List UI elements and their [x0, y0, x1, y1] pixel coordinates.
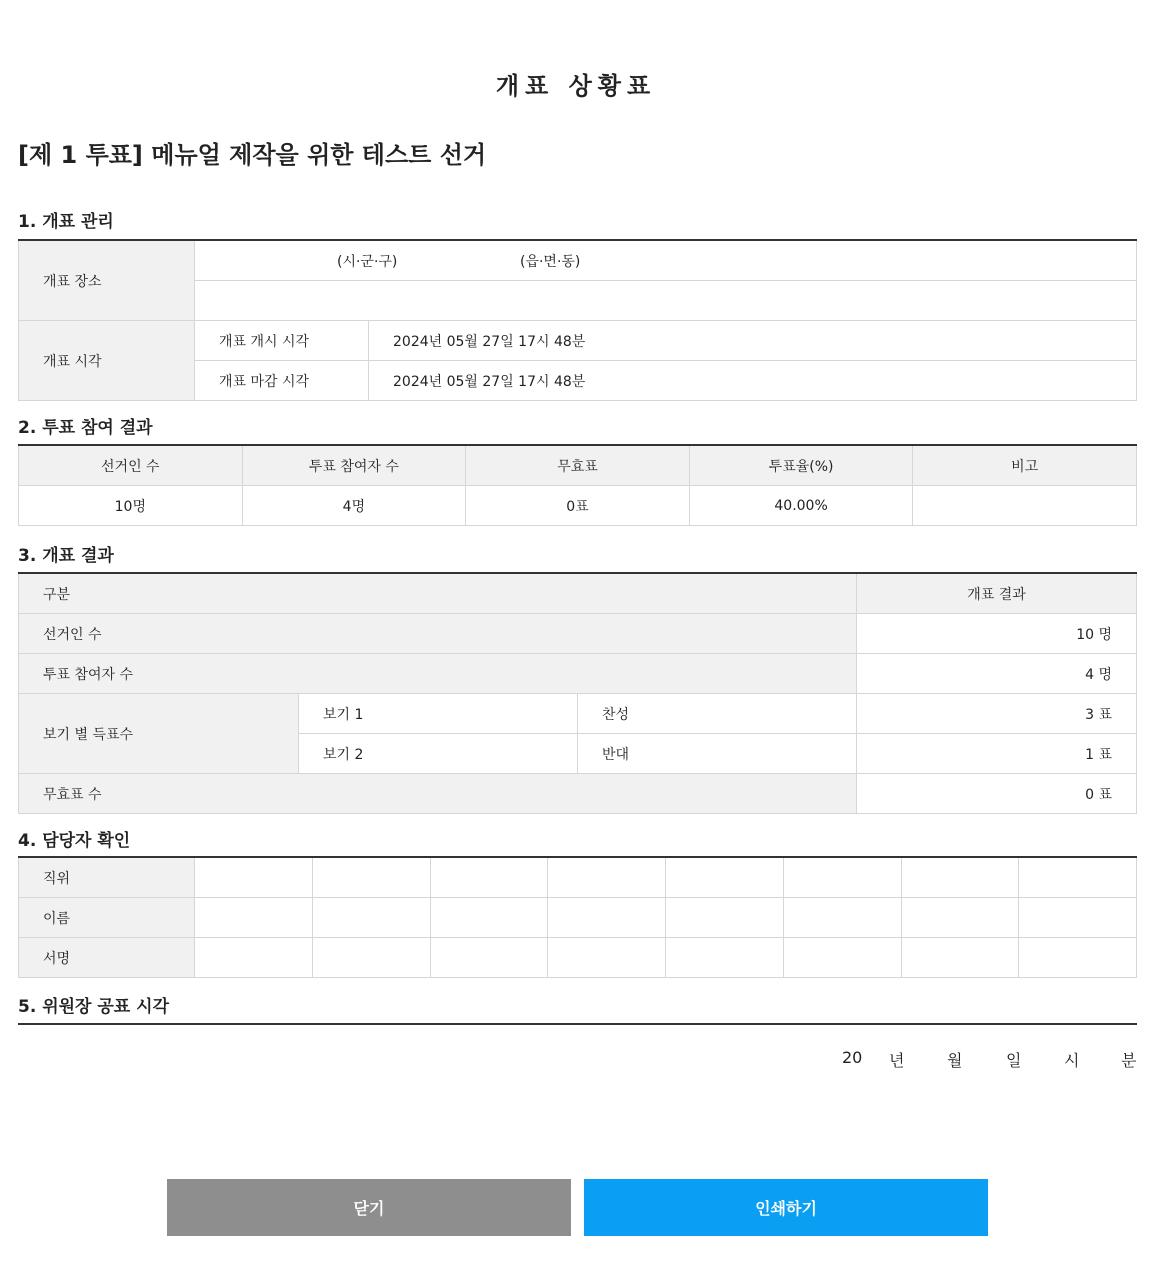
end-time-label: 개표 마감 시각	[195, 361, 369, 401]
results-voters-value: 10 명	[857, 614, 1137, 654]
management-table	[18, 239, 1137, 401]
confirm-cell	[548, 898, 666, 938]
results-table	[18, 572, 1137, 814]
header-voters: 선거인 수	[19, 445, 243, 486]
time-label: 개표 시각	[19, 321, 195, 401]
confirm-cell	[783, 857, 901, 898]
vote-title: [제 1 투표] 메뉴얼 제작을 위한 테스트 선거	[18, 141, 487, 169]
results-category-header: 구분	[19, 573, 857, 614]
place-region-cell	[195, 240, 1137, 281]
option-1-label: 보기 1	[299, 694, 578, 734]
place-detail-cell	[195, 281, 1137, 321]
confirm-name-label: 이름	[19, 898, 195, 938]
confirm-cell	[195, 898, 313, 938]
print-button[interactable]: 인쇄하기	[584, 1179, 988, 1236]
header-participants: 투표 참여자 수	[242, 445, 466, 486]
results-invalid-value: 0 표	[857, 774, 1137, 814]
header-turnout: 투표율(%)	[689, 445, 913, 486]
confirm-signature-label: 서명	[19, 938, 195, 978]
results-participants-value: 4 명	[857, 654, 1137, 694]
confirm-cell	[666, 938, 784, 978]
value-participants: 4명	[242, 486, 466, 526]
announce-hour: 시	[1064, 1051, 1080, 1070]
confirm-cell	[312, 857, 430, 898]
confirm-cell	[430, 898, 548, 938]
confirm-cell	[312, 938, 430, 978]
announce-month: 월	[947, 1051, 963, 1070]
announce-year: 년	[889, 1051, 905, 1070]
end-time-value: 2024년 05월 27일 17시 48분	[369, 361, 1137, 401]
confirm-cell	[430, 938, 548, 978]
confirm-cell	[666, 857, 784, 898]
confirm-cell	[312, 898, 430, 938]
section-title-participation: 2. 투표 참여 결과	[18, 418, 153, 438]
option-2-name: 반대	[578, 734, 857, 774]
confirm-cell	[195, 938, 313, 978]
place-label: 개표 장소	[19, 240, 195, 321]
confirm-cell	[1019, 898, 1137, 938]
page-title: 개표 상황표	[495, 72, 657, 100]
confirm-cell	[666, 898, 784, 938]
close-button[interactable]: 닫기	[167, 1179, 571, 1236]
confirm-cell	[901, 938, 1019, 978]
option-2-votes: 1 표	[857, 734, 1137, 774]
start-time-label: 개표 개시 시각	[195, 321, 369, 361]
confirm-cell	[1019, 938, 1137, 978]
confirm-position-label: 직위	[19, 857, 195, 898]
option-2-label: 보기 2	[299, 734, 578, 774]
section-title-announcement: 5. 위원장 공표 시각	[18, 997, 169, 1017]
option-1-name: 찬성	[578, 694, 857, 734]
value-turnout: 40.00%	[689, 486, 913, 526]
confirm-cell	[548, 857, 666, 898]
header-invalid: 무효표	[466, 445, 690, 486]
confirm-cell	[548, 938, 666, 978]
confirm-cell	[195, 857, 313, 898]
confirm-cell	[1019, 857, 1137, 898]
header-remarks: 비고	[913, 445, 1137, 486]
announce-minute: 분	[1121, 1051, 1137, 1070]
results-participants-label: 투표 참여자 수	[19, 654, 857, 694]
announce-day: 일	[1006, 1051, 1022, 1070]
confirm-cell	[430, 857, 548, 898]
results-by-option-label: 보기 별 득표수	[19, 694, 299, 774]
section-divider	[18, 1023, 1137, 1025]
results-value-header: 개표 결과	[857, 573, 1137, 614]
sigungu-label: (시·군·구)	[337, 254, 398, 270]
confirm-cell	[901, 898, 1019, 938]
section-title-management: 1. 개표 관리	[18, 212, 114, 232]
eupmyeondong-label: (읍·면·동)	[520, 254, 581, 270]
value-remarks	[913, 486, 1137, 526]
results-invalid-label: 무효표 수	[19, 774, 857, 814]
confirm-cell	[901, 857, 1019, 898]
confirm-cell	[783, 898, 901, 938]
section-title-confirmation: 4. 담당자 확인	[18, 831, 131, 851]
participation-table	[18, 444, 1137, 526]
announce-year-prefix: 20	[842, 1048, 863, 1067]
value-voters: 10명	[19, 486, 243, 526]
start-time-value: 2024년 05월 27일 17시 48분	[369, 321, 1137, 361]
results-voters-label: 선거인 수	[19, 614, 857, 654]
option-1-votes: 3 표	[857, 694, 1137, 734]
confirmation-table	[18, 856, 1137, 978]
value-invalid: 0표	[466, 486, 690, 526]
confirm-cell	[783, 938, 901, 978]
section-title-results: 3. 개표 결과	[18, 546, 114, 566]
